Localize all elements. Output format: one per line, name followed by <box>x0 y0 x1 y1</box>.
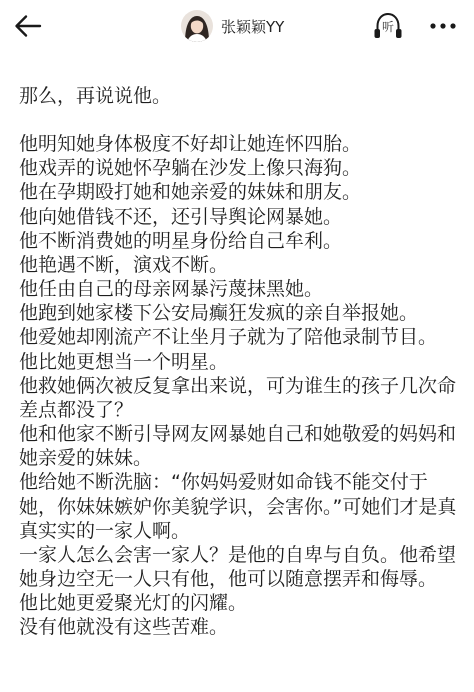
post-line: 他不断消费她的明星身份给自己牟利。 <box>19 229 343 252</box>
post-line: 他比她更爱聚光灯的闪耀。 <box>19 592 248 615</box>
post-line: 他给她不断洗脑：“你妈妈爱财如命钱不能交付于她，你妹妹嫉妒你美貌学识，会害你。”可她们才是真真实实的一家人啊。 <box>19 471 457 542</box>
post-line: 他爱她却刚流产不让坐月子就为了陪他录制节目。 <box>19 326 438 349</box>
post-line: 他比她更想当一个明星。 <box>19 350 229 373</box>
top-nav-bar <box>0 0 474 52</box>
post-line: 一家人怎么会害一家人？是他的自卑与自负。他希望她身边空无一人只有他，他可以随意摆弄和侮辱。 <box>19 543 457 590</box>
post-intro: 那么，再说说他。 <box>19 85 172 107</box>
post-line: 他明知她身体极度不好却让她连怀四胎。 <box>19 133 362 156</box>
post-line: 他向她借钱不还，还引导舆论网暴她。 <box>19 205 343 228</box>
post-line: 他救她俩次被反复拿出来说，可为谁生的孩子几次命差点都没了？ <box>19 374 457 421</box>
post-line: 他在孕期殴打她和她亲爱的妹妹和朋友。 <box>19 181 362 204</box>
author-name[interactable]: 张颖颖YY <box>221 17 285 36</box>
post-body <box>19 84 465 639</box>
post-line: 他艳遇不断，演戏不断。 <box>19 253 229 276</box>
more-options-button[interactable] <box>426 8 460 44</box>
post-line: 没有他就没有这些苦难。 <box>19 616 229 639</box>
back-button[interactable] <box>10 8 46 44</box>
post-line: 他任由自己的母亲网暴污蔑抹黑她。 <box>19 278 324 301</box>
post-line: 他跑到她家楼下公安局癫狂发疯的亲自举报她。 <box>19 302 419 325</box>
listen-label: 听 <box>381 20 394 34</box>
more-icon <box>429 22 457 30</box>
post-line: 他和他家不断引导网友网暴她自己和她敬爱的妈妈和她亲爱的妹妹。 <box>19 423 457 470</box>
back-arrow-icon <box>13 13 43 39</box>
author-info[interactable] <box>181 8 284 44</box>
author-avatar[interactable] <box>181 10 213 42</box>
post-line: 他戏弄的说她怀孕躺在沙发上像只海狗。 <box>19 157 362 180</box>
listen-button[interactable] <box>370 8 406 46</box>
